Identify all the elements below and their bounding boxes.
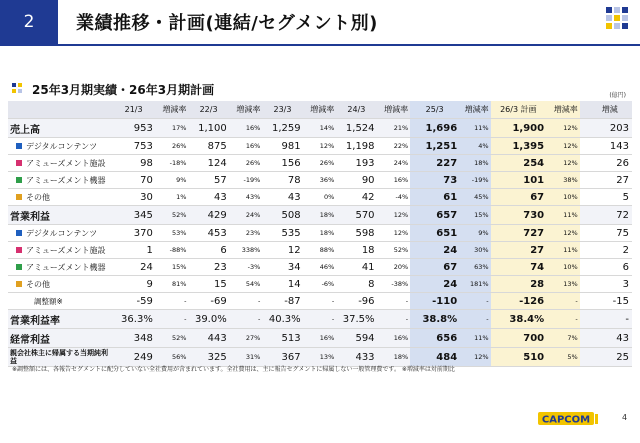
column-spacer: [580, 206, 589, 225]
table-cell: 24: [410, 242, 460, 259]
table-cell: -: [156, 310, 189, 329]
header-label-cell: [8, 101, 112, 119]
table-cell: 5: [588, 189, 632, 206]
table-cell: 75: [588, 225, 632, 242]
table-cell: 8: [336, 276, 377, 293]
table-cell: 45%: [460, 189, 490, 206]
table-cell: 61: [410, 189, 460, 206]
row-label-text: アミューズメント施設: [26, 245, 106, 255]
table-cell: -19%: [460, 172, 490, 189]
row-label-text: アミューズメント機器: [26, 262, 106, 272]
column-header: 24/3: [336, 101, 377, 119]
unit-label: (億円): [609, 92, 626, 99]
table-cell: -96: [336, 293, 377, 310]
table-cell: 12%: [378, 206, 411, 225]
page-number: 4: [622, 413, 628, 422]
table-cell: 38.4%: [491, 310, 548, 329]
table-cell: 6: [188, 242, 229, 259]
table-cell: -38%: [378, 276, 411, 293]
table-cell: 227: [410, 155, 460, 172]
table-cell: 12%: [547, 155, 580, 172]
table-cell: 26: [588, 155, 632, 172]
table-row: [8, 172, 632, 189]
table-cell: 17%: [156, 119, 189, 138]
page-title: 業績推移・計画(連結/セグメント別): [76, 13, 378, 34]
table-cell: -: [378, 310, 411, 329]
table-cell: 657: [410, 206, 460, 225]
table-cell: 6: [588, 259, 632, 276]
table-cell: 12%: [378, 225, 411, 242]
table-cell: 15%: [156, 259, 189, 276]
column-header: 増減: [588, 101, 632, 119]
table-cell: 12%: [547, 138, 580, 155]
row-label: [8, 155, 112, 172]
table-cell: 18%: [304, 206, 337, 225]
column-spacer: [580, 225, 589, 242]
table-cell: 24: [410, 276, 460, 293]
table-cell: 43: [188, 189, 229, 206]
table-row: [8, 206, 632, 225]
table-cell: 753: [112, 138, 155, 155]
table-cell: 18%: [378, 348, 411, 367]
table-cell: 20%: [378, 259, 411, 276]
table-cell: 52%: [378, 242, 411, 259]
table-cell: 16%: [304, 329, 337, 348]
table-cell: 1,696: [410, 119, 460, 138]
row-label-text: デジタルコンテンツ: [26, 141, 98, 151]
table-cell: 3: [588, 276, 632, 293]
table-cell: 15: [188, 276, 229, 293]
table-cell: 513: [262, 329, 303, 348]
segment-bullet-icon: [16, 230, 22, 236]
table-cell: 203: [588, 119, 632, 138]
row-label-text: アミューズメント施設: [26, 158, 106, 168]
column-spacer: [580, 329, 589, 348]
table-cell: 325: [188, 348, 229, 367]
row-label: [8, 225, 112, 242]
table-cell: 193: [336, 155, 377, 172]
table-cell: 656: [410, 329, 460, 348]
table-cell: 1,198: [336, 138, 377, 155]
row-label: [8, 242, 112, 259]
column-spacer: [580, 172, 589, 189]
table-cell: 52%: [156, 206, 189, 225]
table-cell: 700: [491, 329, 548, 348]
table-cell: 345: [112, 206, 155, 225]
column-header: 増減率: [156, 101, 189, 119]
column-header: 23/3: [262, 101, 303, 119]
table-cell: 28: [491, 276, 548, 293]
section-title: 25年3月期実績・26年3月期計画: [32, 83, 215, 97]
table-cell: -18%: [156, 155, 189, 172]
row-label-text: デジタルコンテンツ: [26, 228, 98, 238]
table-cell: 510: [491, 348, 548, 367]
table-cell: 367: [262, 348, 303, 367]
table-row: [8, 242, 632, 259]
table-cell: 124: [188, 155, 229, 172]
table-cell: 13%: [547, 276, 580, 293]
table-cell: -: [156, 293, 189, 310]
row-label: 調整額※: [8, 293, 112, 310]
table-cell: 484: [410, 348, 460, 367]
table-cell: 1,251: [410, 138, 460, 155]
table-cell: 12%: [547, 119, 580, 138]
column-header: 増減率: [460, 101, 490, 119]
column-spacer: [580, 348, 589, 367]
table-row: [8, 276, 632, 293]
table-cell: 730: [491, 206, 548, 225]
table-cell: -87: [262, 293, 303, 310]
table-header-row: [8, 101, 632, 119]
table-cell: 11%: [460, 119, 490, 138]
table-cell: -69: [188, 293, 229, 310]
table-cell: 0%: [304, 189, 337, 206]
row-label-text: その他: [26, 279, 50, 289]
table-cell: 63%: [460, 259, 490, 276]
table-cell: 9: [112, 276, 155, 293]
table-cell: 156: [262, 155, 303, 172]
table-cell: 9%: [156, 172, 189, 189]
table-cell: 338%: [230, 242, 263, 259]
segment-bullet-icon: [16, 143, 22, 149]
table-cell: -: [304, 293, 337, 310]
table-cell: 9%: [460, 225, 490, 242]
column-header: 21/3: [112, 101, 155, 119]
table-cell: 875: [188, 138, 229, 155]
column-spacer: [580, 119, 589, 138]
table-cell: 1,900: [491, 119, 548, 138]
row-label: 営業利益: [8, 206, 112, 225]
capcom-logo: [538, 411, 598, 427]
table-cell: 43: [588, 329, 632, 348]
logo-text: CAPCOM: [541, 414, 591, 426]
table-cell: 5%: [547, 348, 580, 367]
row-label: 経常利益: [8, 329, 112, 348]
table-cell: 7%: [547, 329, 580, 348]
column-header: 25/3: [410, 101, 460, 119]
section-number: 2: [0, 0, 58, 44]
table-cell: 24: [112, 259, 155, 276]
table-cell: 508: [262, 206, 303, 225]
table-cell: 70: [112, 172, 155, 189]
row-label: 売上高: [8, 119, 112, 138]
table-cell: 67: [491, 189, 548, 206]
table-cell: 53%: [156, 225, 189, 242]
row-label: [8, 276, 112, 293]
table-cell: 98: [112, 155, 155, 172]
column-spacer: [580, 242, 589, 259]
table-cell: 90: [336, 172, 377, 189]
table-cell: 12%: [460, 348, 490, 367]
table-cell: 57: [188, 172, 229, 189]
table-cell: -88%: [156, 242, 189, 259]
table-cell: 651: [410, 225, 460, 242]
table-cell: 54%: [230, 276, 263, 293]
table-cell: 727: [491, 225, 548, 242]
table-cell: 10%: [547, 259, 580, 276]
table-cell: -15: [588, 293, 632, 310]
table-cell: 181%: [460, 276, 490, 293]
table-cell: 46%: [304, 259, 337, 276]
table-cell: 52%: [156, 329, 189, 348]
column-header: 増減率: [230, 101, 263, 119]
table-cell: 27: [491, 242, 548, 259]
table-cell: 570: [336, 206, 377, 225]
table-cell: 598: [336, 225, 377, 242]
table-row: [8, 189, 632, 206]
decorative-squares-icon: [606, 7, 630, 35]
column-spacer: [580, 189, 589, 206]
table-cell: 594: [336, 329, 377, 348]
segment-bullet-icon: [16, 160, 22, 166]
column-header: 増減率: [378, 101, 411, 119]
table-row: [8, 155, 632, 172]
column-header: 26/3 計画: [491, 101, 548, 119]
table-cell: 30%: [460, 242, 490, 259]
table-cell: 12: [262, 242, 303, 259]
header-divider: [0, 44, 640, 46]
table-cell: 42: [336, 189, 377, 206]
table-cell: 24%: [230, 206, 263, 225]
table-cell: 16%: [378, 172, 411, 189]
table-row: [8, 138, 632, 155]
page-header: [0, 0, 640, 44]
table-row: [8, 225, 632, 242]
row-label-text: アミューズメント機器: [26, 175, 106, 185]
table-cell: 72: [588, 206, 632, 225]
table-cell: 38%: [547, 172, 580, 189]
table-row: [8, 293, 632, 310]
table-cell: 21%: [378, 119, 411, 138]
table-cell: 953: [112, 119, 155, 138]
table-cell: 43%: [230, 189, 263, 206]
table-cell: 23%: [230, 225, 263, 242]
table-cell: 12%: [304, 138, 337, 155]
table-cell: 34: [262, 259, 303, 276]
table-cell: 4%: [460, 138, 490, 155]
table-cell: 981: [262, 138, 303, 155]
column-header: 増減率: [304, 101, 337, 119]
table-cell: 26%: [156, 138, 189, 155]
table-cell: 26%: [304, 155, 337, 172]
table-row: [8, 259, 632, 276]
table-cell: 14%: [304, 119, 337, 138]
table-cell: 11%: [460, 329, 490, 348]
row-label: [8, 138, 112, 155]
table-cell: -59: [112, 293, 155, 310]
table-cell: 254: [491, 155, 548, 172]
table-cell: 18%: [304, 225, 337, 242]
table-cell: 1: [112, 242, 155, 259]
table-cell: 2: [588, 242, 632, 259]
table-cell: 39.0%: [188, 310, 229, 329]
segment-bullet-icon: [16, 177, 22, 183]
table-cell: 1,524: [336, 119, 377, 138]
table-cell: 31%: [230, 348, 263, 367]
table-cell: 16%: [230, 119, 263, 138]
table-cell: 11%: [547, 206, 580, 225]
table-cell: 41: [336, 259, 377, 276]
row-label: [8, 189, 112, 206]
table-cell: -6%: [304, 276, 337, 293]
table-row: [8, 119, 632, 138]
table-cell: -3%: [230, 259, 263, 276]
table-cell: 43: [262, 189, 303, 206]
table-cell: -: [304, 310, 337, 329]
table-cell: 40.3%: [262, 310, 303, 329]
table-cell: 74: [491, 259, 548, 276]
table-cell: -: [460, 293, 490, 310]
table-cell: -126: [491, 293, 548, 310]
table-cell: 81%: [156, 276, 189, 293]
table-cell: -: [230, 293, 263, 310]
table-cell: 11%: [547, 242, 580, 259]
table-cell: 13%: [304, 348, 337, 367]
row-label: 営業利益率: [8, 310, 112, 329]
table-cell: 73: [410, 172, 460, 189]
table-cell: 443: [188, 329, 229, 348]
results-table: [8, 101, 632, 367]
table-cell: 433: [336, 348, 377, 367]
table-cell: 38.8%: [410, 310, 460, 329]
table-cell: 16%: [230, 138, 263, 155]
row-label: [8, 259, 112, 276]
table-cell: -: [588, 310, 632, 329]
table-cell: 1,100: [188, 119, 229, 138]
table-cell: 22%: [378, 138, 411, 155]
table-cell: 37.5%: [336, 310, 377, 329]
row-label-text: その他: [26, 192, 50, 202]
table-cell: 30: [112, 189, 155, 206]
table-cell: 36%: [304, 172, 337, 189]
table-row: [8, 329, 632, 348]
table-cell: 18%: [460, 155, 490, 172]
table-cell: 453: [188, 225, 229, 242]
table-cell: 78: [262, 172, 303, 189]
column-spacer: [580, 310, 589, 329]
table-cell: 101: [491, 172, 548, 189]
segment-bullet-icon: [16, 264, 22, 270]
table-cell: 27%: [230, 329, 263, 348]
column-spacer: [580, 259, 589, 276]
table-cell: 1,259: [262, 119, 303, 138]
table-cell: 36.3%: [112, 310, 155, 329]
table-cell: 15%: [460, 206, 490, 225]
table-cell: 143: [588, 138, 632, 155]
segment-bullet-icon: [16, 194, 22, 200]
table-cell: -: [547, 293, 580, 310]
column-spacer: [580, 101, 589, 119]
table-cell: 12%: [547, 225, 580, 242]
table-cell: 370: [112, 225, 155, 242]
table-cell: 24%: [378, 155, 411, 172]
table-cell: 16%: [378, 329, 411, 348]
table-cell: 535: [262, 225, 303, 242]
table-cell: 249: [112, 348, 155, 367]
table-cell: 23: [188, 259, 229, 276]
column-spacer: [580, 155, 589, 172]
table-cell: 67: [410, 259, 460, 276]
table-cell: 14: [262, 276, 303, 293]
table-cell: 10%: [547, 189, 580, 206]
table-cell: -4%: [378, 189, 411, 206]
table-cell: -19%: [230, 172, 263, 189]
table-cell: 27: [588, 172, 632, 189]
segment-bullet-icon: [16, 281, 22, 287]
table-cell: 348: [112, 329, 155, 348]
table-cell: 88%: [304, 242, 337, 259]
column-spacer: [580, 293, 589, 310]
table-cell: -: [460, 310, 490, 329]
column-header: 増減率: [547, 101, 580, 119]
row-label-text: 親会社株主に帰属する当期純利益: [10, 349, 108, 365]
table-cell: 429: [188, 206, 229, 225]
table-cell: -110: [410, 293, 460, 310]
table-cell: 1%: [156, 189, 189, 206]
table-row: [8, 310, 632, 329]
table-cell: 18: [336, 242, 377, 259]
table-cell: 1,395: [491, 138, 548, 155]
table-cell: 26%: [230, 155, 263, 172]
table-cell: -: [547, 310, 580, 329]
row-label: [8, 172, 112, 189]
column-spacer: [580, 138, 589, 155]
segment-bullet-icon: [16, 247, 22, 253]
footnote: ※調整額には、各報告セグメントに配分していない全社費用が含まれています。全社費用は、主に報告セグメントに帰属しない一般管理費です。 ※増減率は対前期比: [12, 366, 455, 373]
table-cell: 56%: [156, 348, 189, 367]
table-cell: -: [230, 310, 263, 329]
column-header: 22/3: [188, 101, 229, 119]
table-cell: 25: [588, 348, 632, 367]
column-spacer: [580, 276, 589, 293]
table-cell: -: [378, 293, 411, 310]
